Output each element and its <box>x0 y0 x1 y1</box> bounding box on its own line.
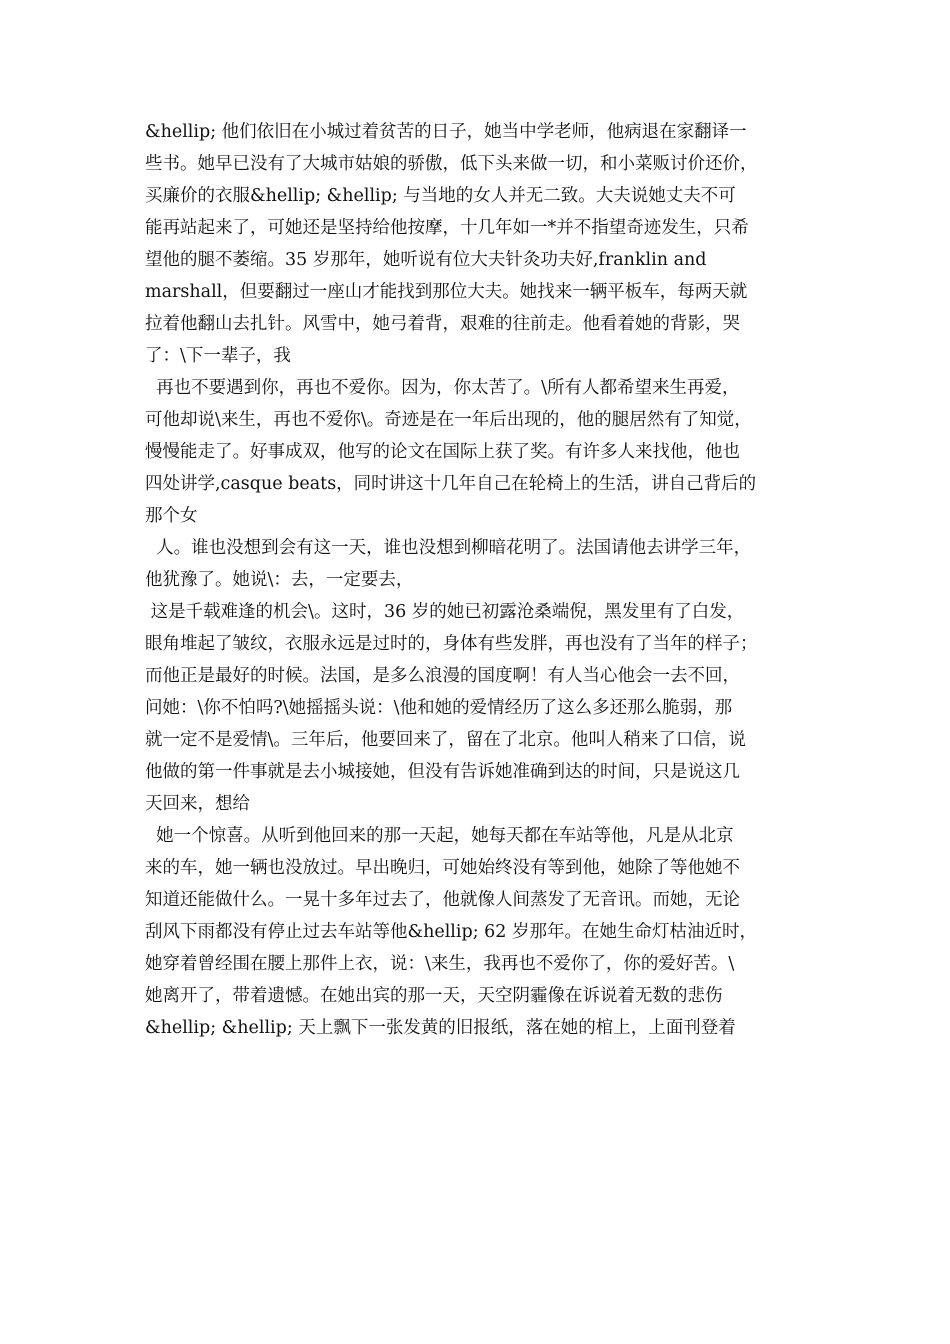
text-line: 她离开了，带着遗憾。在她出宾的那一天，天空阴霾像在诉说着无数的悲伤 <box>145 986 723 1006</box>
text-line: 问她：\你不怕吗?\她摇摇头说：\他和她的爱情经历了这么多还那么脆弱，那 <box>145 698 733 718</box>
text-line: 知道还能做什么。一晃十多年过去了，他就像人间蒸发了无音讯。而她，无论 <box>145 890 740 910</box>
text-line: 就一定不是爱情\。三年后，他要回来了，留在了北京。他叫人稍来了口信，说 <box>145 730 746 750</box>
text-line: 可他却说\来生，再也不爱你\。奇迹是在一年后出现的，他的腿居然有了知觉， <box>145 410 752 430</box>
text-line: 了：\下一辈子，我 <box>145 346 291 366</box>
text-line: 些书。她早已没有了大城市姑娘的骄傲，低下头来做一切，和小菜贩讨价还价， <box>145 154 758 174</box>
text-line: 眼角堆起了皱纹，衣服永远是过时的，身体有些发胖，再也没有了当年的样子； <box>145 634 758 654</box>
text-line: 拉着他翻山去扎针。风雪中，她弓着背，艰难的往前走。他看着她的背影，哭 <box>145 314 740 334</box>
text-line: 再也不要遇到你，再也不爱你。因为，你太苦了。\所有人都希望来生再爱， <box>145 378 740 398</box>
text-line: 而他正是最好的时候。法国，是多么浪漫的国度啊！有人当心他会一去不回， <box>145 666 740 686</box>
text-line: &hellip; &hellip; 天上飘下一张发黄的旧报纸，落在她的棺上，上面刊登着 <box>145 1018 736 1038</box>
text-line: 慢慢能走了。好事成双，他写的论文在国际上获了奖。有许多人来找他，他也 <box>145 442 740 462</box>
text-line: 他做的第一件事就是去小城接她，但没有告诉她准确到达的时间，只是说这几 <box>145 762 740 782</box>
text-line: 望他的腿不萎缩。35 岁那年，她听说有位大夫针灸功夫好,franklin and <box>145 250 707 270</box>
text-line: 四处讲学,casque beats，同时讲这十几年自己在轮椅上的生活，讲自己背后的 <box>145 474 757 494</box>
text-line: 这是千载难逢的机会\。这时，36 岁的她已初露沧桑端倪，黑发里有了白发， <box>145 602 745 622</box>
text-line: 能再站起来了，可她还是坚持给他按摩，十几年如一*并不指望奇迹发生，只希 <box>145 218 749 238</box>
text-line: 人。谁也没想到会有这一天，谁也没想到柳暗花明了。法国请他去讲学三年， <box>145 538 752 558</box>
text-line: 她一个惊喜。从听到他回来的那一天起，她每天都在车站等他，凡是从北京 <box>145 826 734 846</box>
text-line: 来的车，她一辆也没放过。早出晚归，可她始终没有等到他，她除了等他她不 <box>145 858 740 878</box>
text-line: &hellip; 他们依旧在小城过着贫苦的日子，她当中学老师，他病退在家翻译一 <box>145 122 747 142</box>
text-line: 刮风下雨都没有停止过去车站等他&hellip; 62 岁那年。在她生命灯枯油近时， <box>145 922 757 942</box>
text-line: 她穿着曾经围在腰上那件上衣，说：\来生，我再也不爱你了，你的爱好苦。\ <box>145 954 735 974</box>
text-line: 买廉价的衣服&hellip; &hellip; 与当地的女人并无二致。大夫说她丈夫不可 <box>145 186 736 206</box>
text-line: 天回来，想给 <box>145 794 250 814</box>
text-line: 他犹豫了。她说\：去，一定要去， <box>145 570 414 590</box>
text-line: 那个女 <box>145 506 198 526</box>
text-line: marshall，但要翻过一座山才能找到那位大夫。她找来一辆平板车，每两天就 <box>145 282 748 302</box>
body-text <box>145 116 825 1044</box>
